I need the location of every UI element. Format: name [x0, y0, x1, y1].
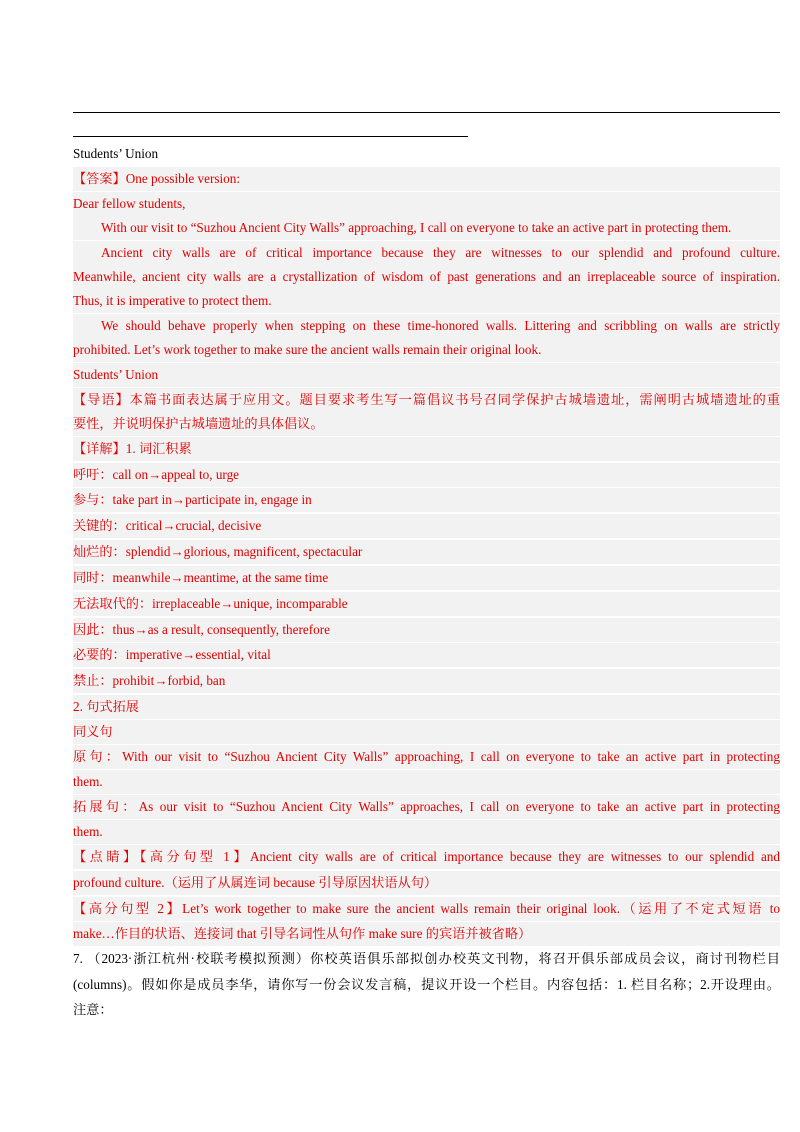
- answer-paragraph-1: With our visit to “Suzhou Ancient City Walls” approaching, I call on everyone to take an active part in protecting them.: [73, 216, 780, 240]
- question-line-2: (columns)。假如你是成员李华，请你写一份会议发言稿，提议开设一个栏目。内容包括：1. 栏目名称；2.开设理由。: [73, 977, 780, 992]
- answer-paragraph-2-line-1: Ancient city walls are of critical importance because they are witnesses to our splendid and profound culture.: [73, 241, 780, 265]
- vocab-item: 同时：meanwhile→meantime, at the same time: [73, 566, 780, 590]
- answer-intro: One possible version:: [125, 171, 241, 186]
- vocab-item: 关键的：critical→crucial, decisive: [73, 514, 780, 538]
- vocab-item: 禁止：prohibit→forbid, ban: [73, 669, 780, 693]
- answer-paragraph-2-line-2: Meanwhile, ancient city walls are a crystallization of wisdom of past generations and an irreplaceable source of inspiration.: [73, 265, 780, 289]
- answer-paragraph-2-line-3: Thus, it is imperative to protect them.: [73, 289, 780, 313]
- vocab-item: 无法取代的：irreplaceable→unique, incomparable: [73, 592, 780, 616]
- detail-heading-line: [73, 437, 780, 461]
- question-line-1: 7. （2023·浙江杭州·校联考模拟预测）你校英语俱乐部拟创办校英文刊物，将召开俱乐部成员会议，商讨刊物栏目: [73, 951, 780, 966]
- detail-tag: 【详解】: [73, 441, 126, 456]
- extended-sentence-line-2: them.: [73, 820, 780, 844]
- highlight-line-1: 【点睛】【高分句型 1】Ancient city walls are of critical importance because they are witnesses to our splendid and: [73, 845, 780, 869]
- vocab-item: 必要的：imperative→essential, vital: [73, 643, 780, 667]
- guide-text-1: 本篇书面表达属于应用文。题目要求考生写一篇倡议书号召同学保护古城墙遗址，需阐明古城墙遗址的重: [129, 392, 780, 407]
- detail-heading-1: 1. 词汇积累: [125, 441, 192, 456]
- answer-blank-line-1: [73, 112, 780, 113]
- vocab-item: 灿烂的：splendid→glorious, magnificent, spectacular: [73, 540, 780, 564]
- answer-tag: 【答案】: [73, 171, 126, 186]
- question-line-3: 注意：: [73, 1002, 113, 1017]
- guide-tag: 【导语】: [73, 392, 130, 407]
- answer-paragraph-3-line-1: We should behave properly when stepping on these time-honored walls. Littering and scribbling on walls are strictly: [73, 314, 780, 338]
- signature-top: Students’ Union: [73, 146, 159, 161]
- extended-sentence-line-1: 拓展句：As our visit to “Suzhou Ancient City Walls” approaches, I call on everyone to take an active part in protecting: [73, 795, 780, 819]
- answer-signature: Students’ Union: [73, 363, 780, 387]
- original-sentence-line-1: 原句：With our visit to “Suzhou Ancient City Walls” approaching, I call on everyone to take an active part in protecting: [73, 745, 780, 769]
- guide-line-2: 要性，并说明保护古城墙遗址的具体倡议。: [73, 412, 780, 436]
- vocab-item: 参与：take part in→participate in, engage in: [73, 488, 780, 512]
- answer-salutation: Dear fellow students,: [73, 192, 780, 216]
- answer-intro-line: [73, 167, 780, 191]
- highlight-line-2: profound culture.（运用了从属连词 because 引导原因状语从句）: [73, 871, 780, 895]
- highlight-line-4: make…作目的状语、连接词 that 引导名词性从句作 make sure 的宾语并被省略）: [73, 922, 780, 946]
- guide-line-1: [73, 388, 780, 412]
- highlight-line-3: 【高分句型 2】Let’s work together to make sure the ancient walls remain their original look.（运用了不定式短语 to: [73, 897, 780, 921]
- vocab-item: 因此：thus→as a result, consequently, therefore: [73, 618, 780, 642]
- vocab-item: 呼吁：call on→appeal to, urge: [73, 463, 780, 487]
- synonym-label: 同义句: [73, 720, 780, 744]
- answer-paragraph-3-line-2: prohibited. Let’s work together to make sure the ancient walls remain their original look.: [73, 338, 780, 362]
- answer-blank-line-2: [73, 136, 468, 137]
- detail-heading-2: 2. 句式拓展: [73, 695, 780, 719]
- original-sentence-line-2: them.: [73, 770, 780, 794]
